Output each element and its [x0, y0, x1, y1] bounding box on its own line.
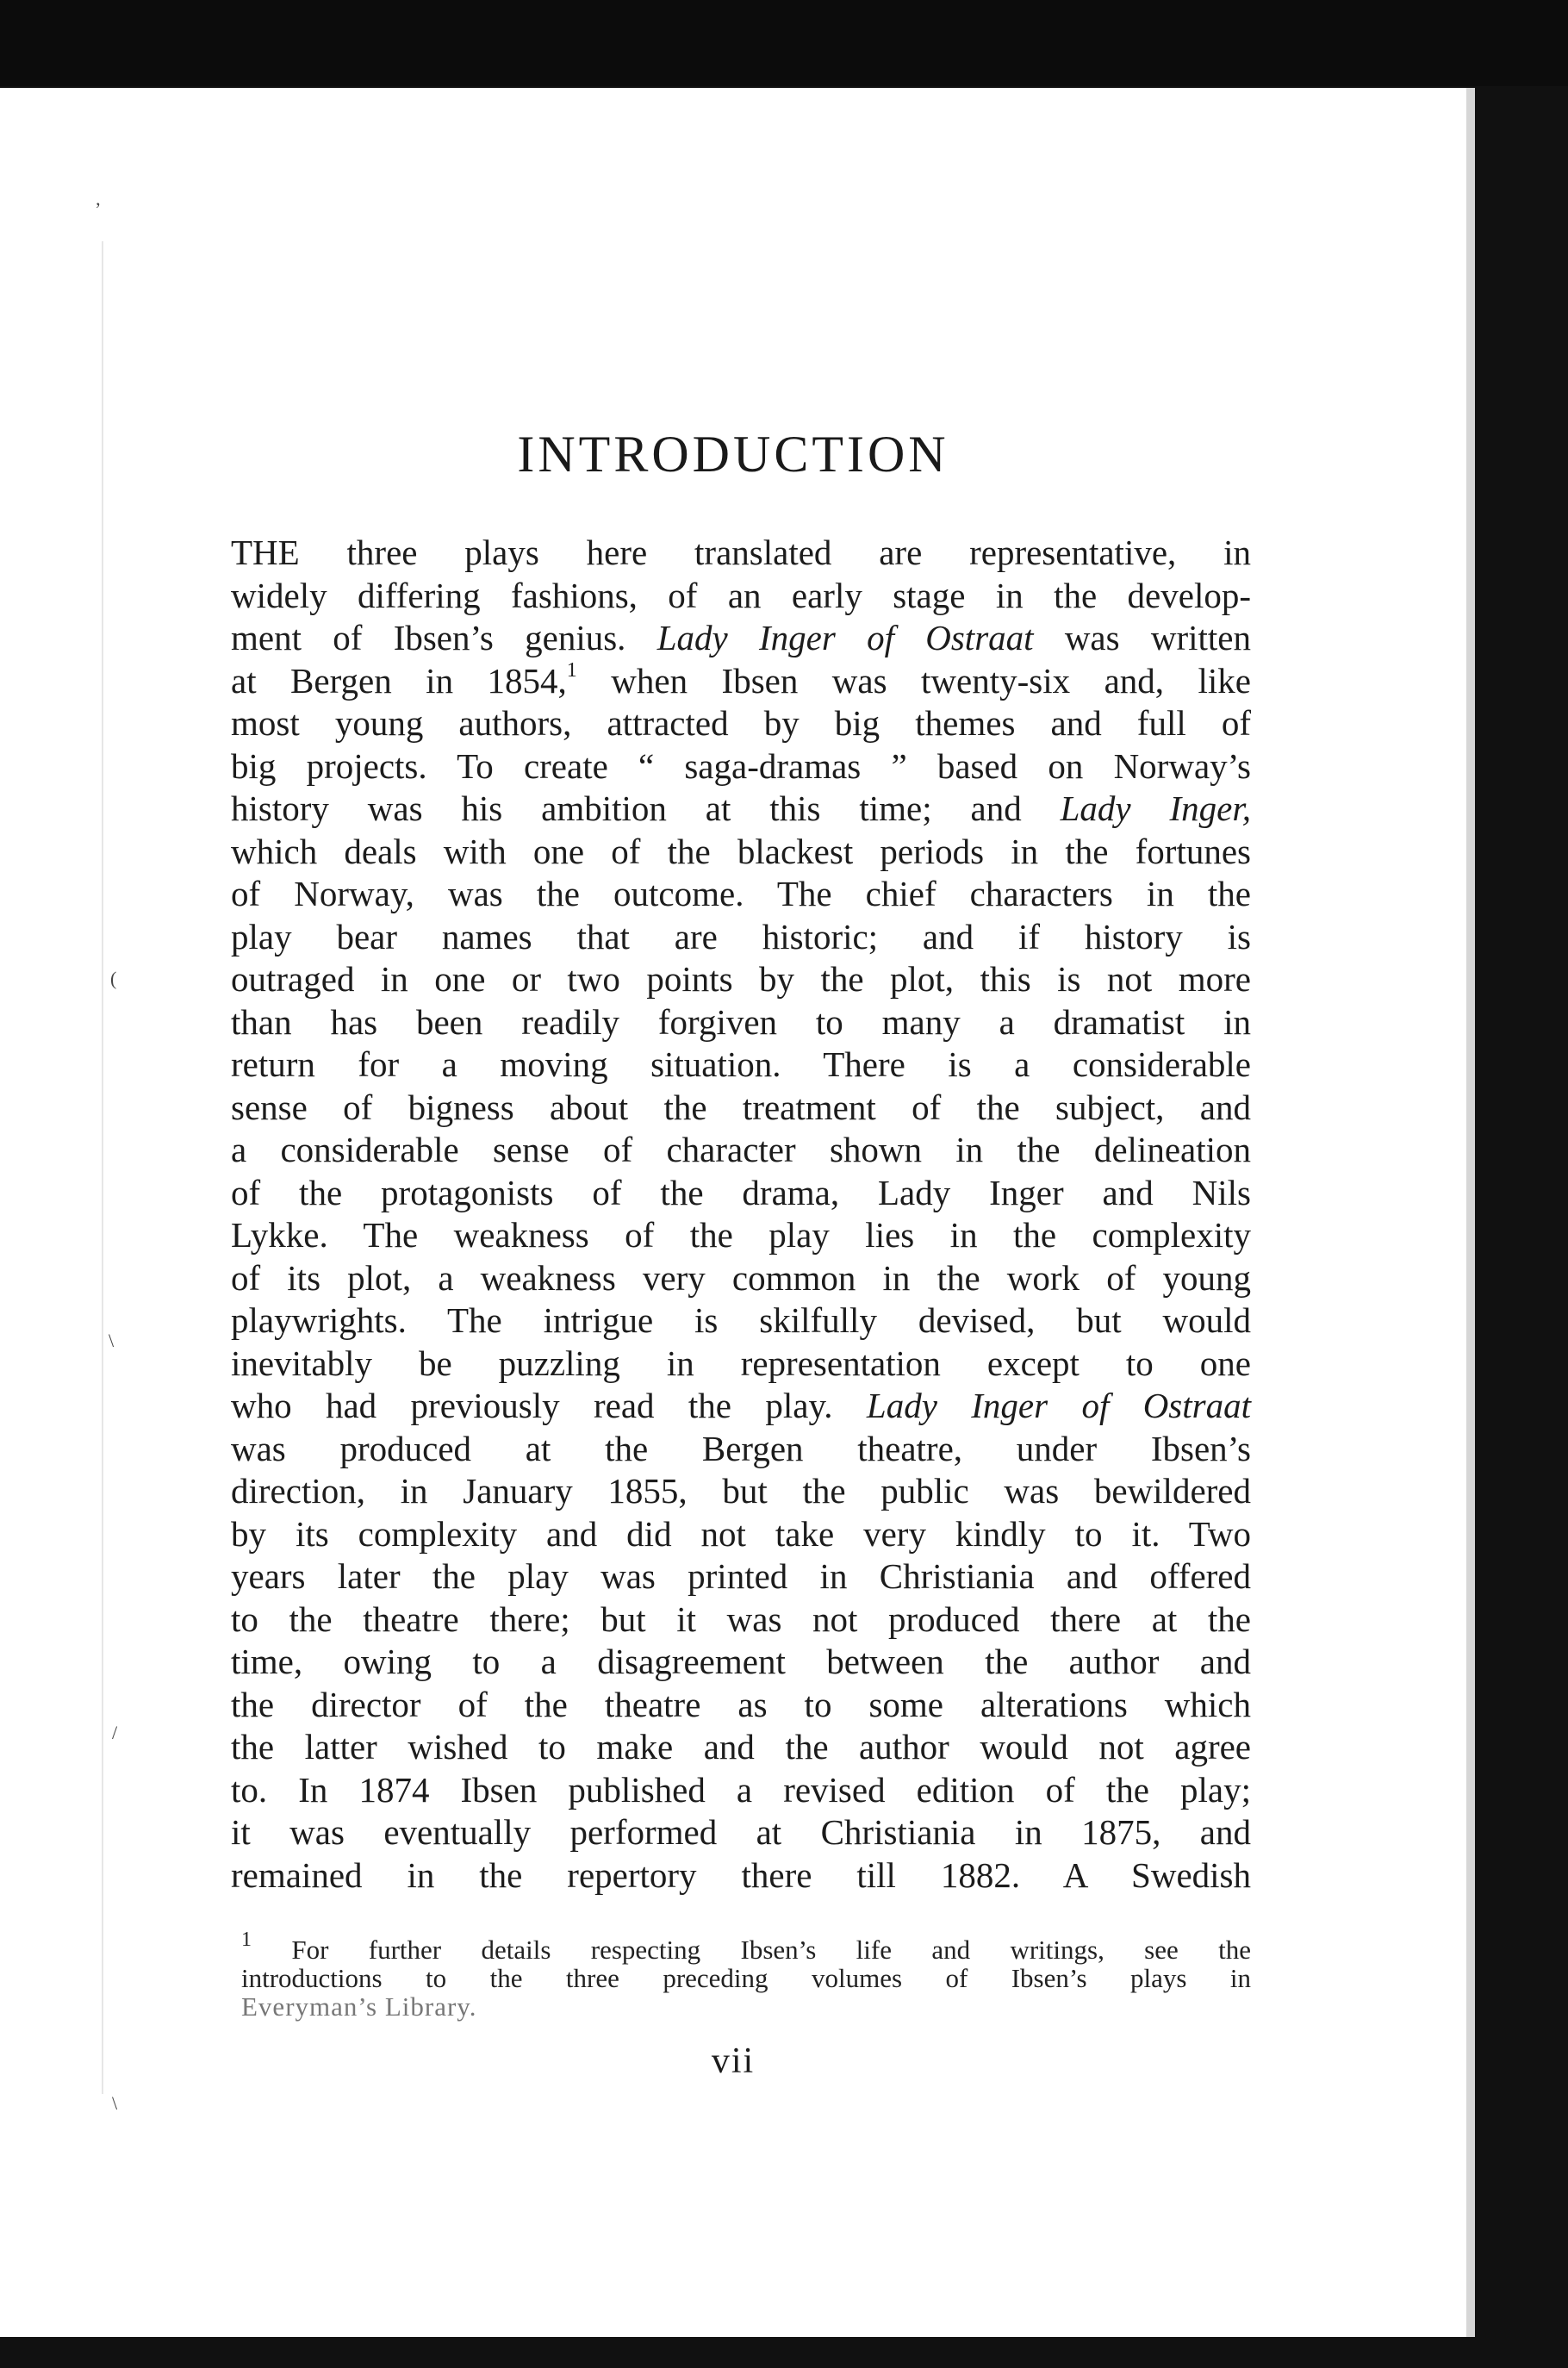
- text-line: to the theatre there; but it was not produced there at the: [231, 1598, 1251, 1639]
- scan-border: [0, 0, 1568, 86]
- text-line: of its plot, a weakness very common in the work of young: [231, 1257, 1251, 1298]
- play-title: Lady Inger of Ostraat: [656, 618, 1034, 657]
- page-edge: [1466, 88, 1475, 2337]
- scan-speck: ’: [95, 198, 102, 220]
- text-line: big projects. To create “ saga-dramas ” based on Norway’s: [231, 745, 1251, 786]
- text-line: years later the play was printed in Christiania and offered: [231, 1556, 1251, 1596]
- play-title: Lady Inger of Ostraat: [866, 1386, 1252, 1425]
- gutter-line: [102, 241, 103, 2094]
- footnote-line: introductions to the three preceding volumes of Ibsen’s plays in: [241, 1963, 1251, 1993]
- text-line: by its complexity and did not take very kindly to it. Two: [231, 1513, 1251, 1554]
- text-line: play bear names that are historic; and if history is: [231, 916, 1251, 957]
- text-line: inevitably be puzzling in representation except to one: [231, 1343, 1251, 1383]
- footnote-line: Everyman’s Library.: [241, 1991, 477, 2022]
- scan-speck: \: [109, 1330, 115, 1351]
- text-line: sense of bigness about the treatment of the subject, and: [231, 1087, 1251, 1127]
- text-line: THE three plays here translated are representative, in: [231, 533, 1251, 572]
- text-line: remained in the repertory there till 1882. A Swedish: [231, 1854, 1251, 1895]
- text-line: of the protagonists of the drama, Lady Inger and Nils: [231, 1172, 1251, 1212]
- page-title: INTRODUCTION: [517, 426, 949, 483]
- footnote-ref: 1: [566, 658, 577, 682]
- text-line: outraged in one or two points by the plot, this is not more: [231, 959, 1251, 999]
- text-line: history was his ambition at this time; and Lady Inger,: [231, 788, 1251, 828]
- text-line: time, owing to a disagreement between the author and: [231, 1642, 1251, 1681]
- text-line: the director of the theatre as to some alterations which: [231, 1684, 1251, 1724]
- text-line: it was eventually performed at Christiania in 1875, and: [231, 1812, 1251, 1852]
- scan-speck: (: [110, 968, 117, 989]
- footnote-marker: 1: [241, 1928, 252, 1951]
- text-line: most young authors, attracted by big themes and full of: [231, 703, 1251, 743]
- text-line: than has been readily forgiven to many a dramatist in: [231, 1001, 1251, 1042]
- page-number: vii: [711, 2041, 756, 2081]
- text-line: at Bergen in 1854,$^1$ when Ibsen was twenty-six and, like: [231, 658, 1251, 701]
- text-line: which deals with one of the blackest periods in the fortunes: [231, 831, 1251, 871]
- text-line: return for a moving situation. There is a considerable: [231, 1044, 1251, 1084]
- text-line: the latter wished to make and the author would not agree: [231, 1727, 1251, 1767]
- footnote: [241, 1928, 1251, 2022]
- text-line: playwrights. The intrigue is skilfully devised, but would: [231, 1300, 1251, 1340]
- scan-speck: \: [112, 2092, 118, 2114]
- play-title: Lady Inger,: [1060, 788, 1251, 828]
- footnote-line: $^1$ For further details respecting Ibsen’s life and writings, see the: [241, 1928, 1251, 1965]
- text-line: direction, in January 1855, but the public was bewildered: [231, 1471, 1251, 1511]
- text-line: ment of Ibsen’s genius. Lady Inger of Ostraat was written: [231, 618, 1251, 657]
- text-line: who had previously read the play. Lady Inger of Ostraat: [231, 1386, 1252, 1425]
- scan-speck: /: [112, 1722, 118, 1743]
- text-line: was produced at the Bergen theatre, under Ibsen’s: [231, 1428, 1251, 1468]
- body-text: [231, 532, 1251, 1897]
- text-line: to. In 1874 Ibsen published a revised edition of the play;: [231, 1769, 1251, 1810]
- text-line: Lykke. The weakness of the play lies in the complexity: [231, 1215, 1251, 1255]
- drop-word: THE: [231, 533, 300, 572]
- text-line: a considerable sense of character shown in the delineation: [231, 1130, 1251, 1169]
- text-line: of Norway, was the outcome. The chief characters in the: [231, 874, 1251, 913]
- text-line: widely differing fashions, of an early stage in the develop-: [231, 575, 1251, 615]
